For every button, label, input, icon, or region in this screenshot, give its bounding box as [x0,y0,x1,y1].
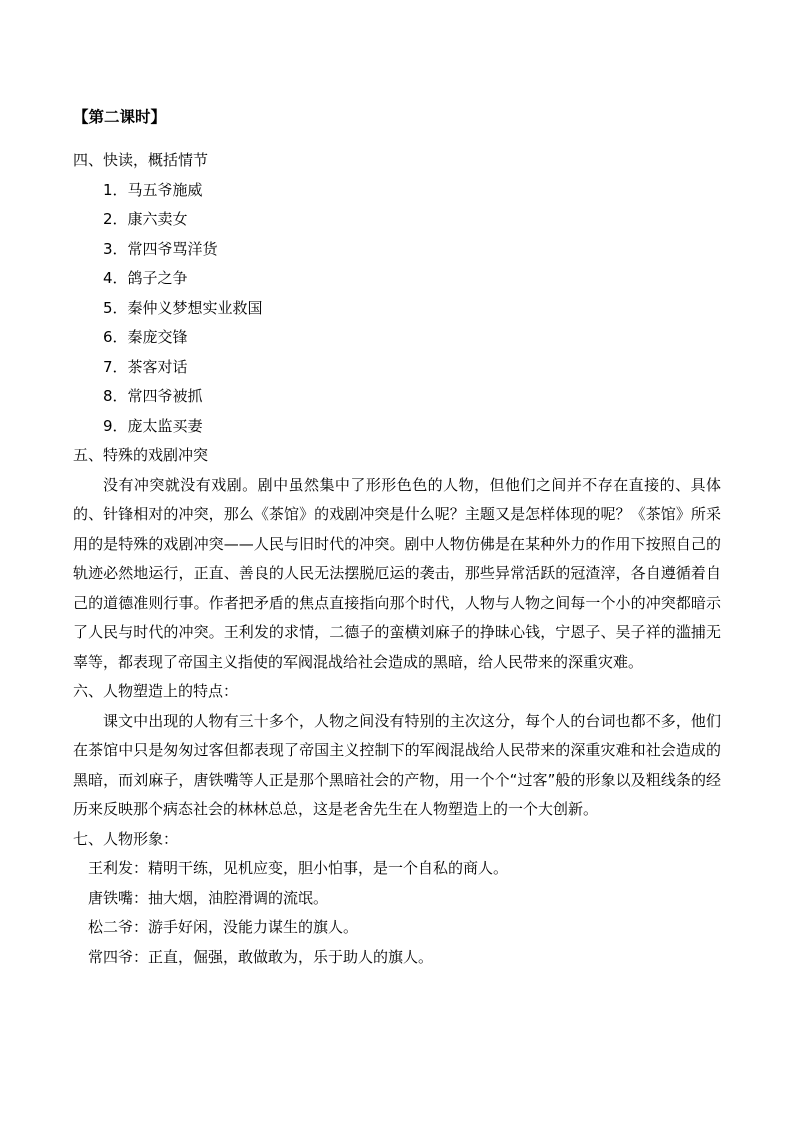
plot-item: 5．秦仲义梦想实业救国 [103,298,263,317]
plot-item: 8．常四爷被抓 [103,387,203,405]
character-line: 王利发：精明干练，见机应变，胆小怕事，是一个自私的商人。 [88,859,509,877]
section-6-heading: 六、人物塑造上的特点： [73,682,239,700]
section-6-paragraph: 课文中出现的人物有三十多个，人物之间没有特别的主次这分，每个人的台词也都不多，他们在茶馆中只是匆匆过客但都表现了帝国主义控制下的军阀混战给人民带来的深重灾难和社会造成的黑暗，而刘麻子，唐铁嘴等人正是那个黑暗社会的产物，用一个个“过客”般的形象以及粗线条的经历来反映那个病态社会的林林总总，这是老舍先生在人物塑造上的一个大创新。 [73,711,721,818]
document-content [73,104,721,972]
plot-item: 3．常四爷骂洋货 [103,239,218,258]
section-7-heading: 七、人物形象： [73,829,179,848]
plot-item: 9．庞太监买妻 [103,416,203,435]
plot-list [73,176,721,442]
plot-item: 1．马五爷施威 [103,180,203,199]
plot-item: 7．茶客对话 [103,357,188,376]
character-line: 松二爷：游手好闲，没能力谋生的旗人。 [88,918,359,936]
section-4-heading: 四、快读，概括情节 [73,151,209,169]
lesson-title: 【第二课时】 [73,108,167,126]
plot-item: 6．秦庞交锋 [103,328,188,346]
section-5-heading: 五、特殊的戏剧冲突 [73,446,209,464]
section-5-paragraph: 没有冲突就没有戏剧。剧中虽然集中了形形色色的人物，但他们之间并不存在直接的、具体的、针锋相对的冲突，那么《茶馆》的戏剧冲突是什么呢？主题又是怎样体现的呢？《茶馆》所采用的是特殊的戏剧冲突——人民与旧时代的冲突。剧中人物仿佛是在某种外力的作用下按照自己的轨迹必然地运行，正直、善良的人民无法摆脱厄运的袭击，那些异常活跃的冠渣滓，各自遵循着自己的道德准则行事。作者把矛盾的焦点直接指向那个时代，人物与人物之间每一个小的冲突都暗示了人民与时代的冲突。王利发的求情，二德子的蛮横刘麻子的挣昧心钱，宁恩子、吴子祥的滥捕无辜等，都表现了帝国主义指使的军阀混战给社会造成的黑暗，给人民带来的深重灾难。 [73,475,721,671]
plot-item: 2．康六卖女 [103,210,188,228]
character-line: 唐铁嘴：抽大烟，油腔滑调的流氓。 [88,888,329,907]
character-line: 常四爷：正直，倔强，敢做敢为，乐于助人的旗人。 [88,947,434,966]
plot-item: 4．鸽子之争 [103,269,188,287]
